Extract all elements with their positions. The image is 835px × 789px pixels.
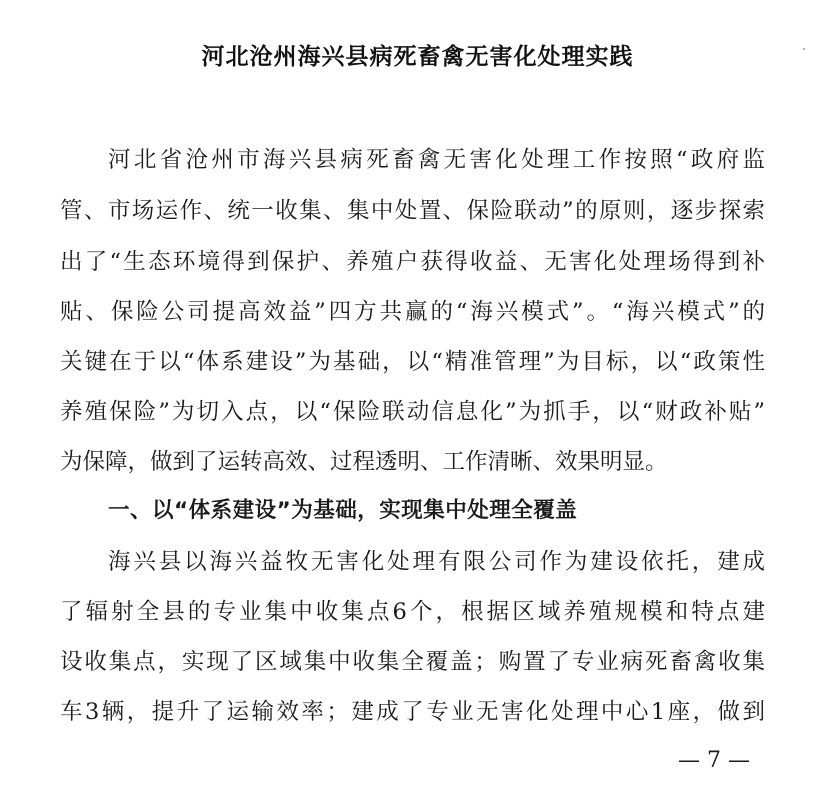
paragraph-line: 为保障，做到了运转高效、过程透明、工作清晰、效果明显。 <box>60 449 668 475</box>
paragraph-line: 出了“生态环境得到保护、养殖户获得收益、无害化处理场得到补 <box>60 249 765 275</box>
paragraph-line: 管、市场运作、统一收集、集中处置、保险联动”的原则，逐步探索 <box>60 198 765 224</box>
paragraph-line: 海兴县以海兴益牧无害化处理有限公司作为建设依托，建成 <box>108 549 765 575</box>
paragraph-line: 贴、保险公司提高效益”四方共赢的“海兴模式”。“海兴模式”的 <box>60 299 765 325</box>
page-number: — 7 — <box>678 748 750 773</box>
scan-speck <box>803 48 805 50</box>
paragraph-line: 关键在于以“体系建设”为基础，以“精准管理”为目标，以“政策性 <box>60 349 765 375</box>
paragraph-line: 养殖保险”为切入点，以“保险联动信息化”为抓手，以“财政补贴” <box>60 399 765 425</box>
paragraph-line: 了辐射全县的专业集中收集点6个，根据区域养殖规模和特点建 <box>60 599 765 625</box>
section-heading: 一、以“体系建设”为基础，实现集中处理全覆盖 <box>108 498 578 523</box>
document-title: 河北沧州海兴县病死畜禽无害化处理实践 <box>201 44 634 70</box>
paragraph-line: 河北省沧州市海兴县病死畜禽无害化处理工作按照“政府监 <box>108 147 765 173</box>
paragraph-line: 设收集点，实现了区域集中收集全覆盖；购置了专业病死畜禽收集 <box>60 649 765 675</box>
paragraph-line: 车3辆，提升了运输效率；建成了专业无害化处理中心1座，做到 <box>60 699 765 725</box>
